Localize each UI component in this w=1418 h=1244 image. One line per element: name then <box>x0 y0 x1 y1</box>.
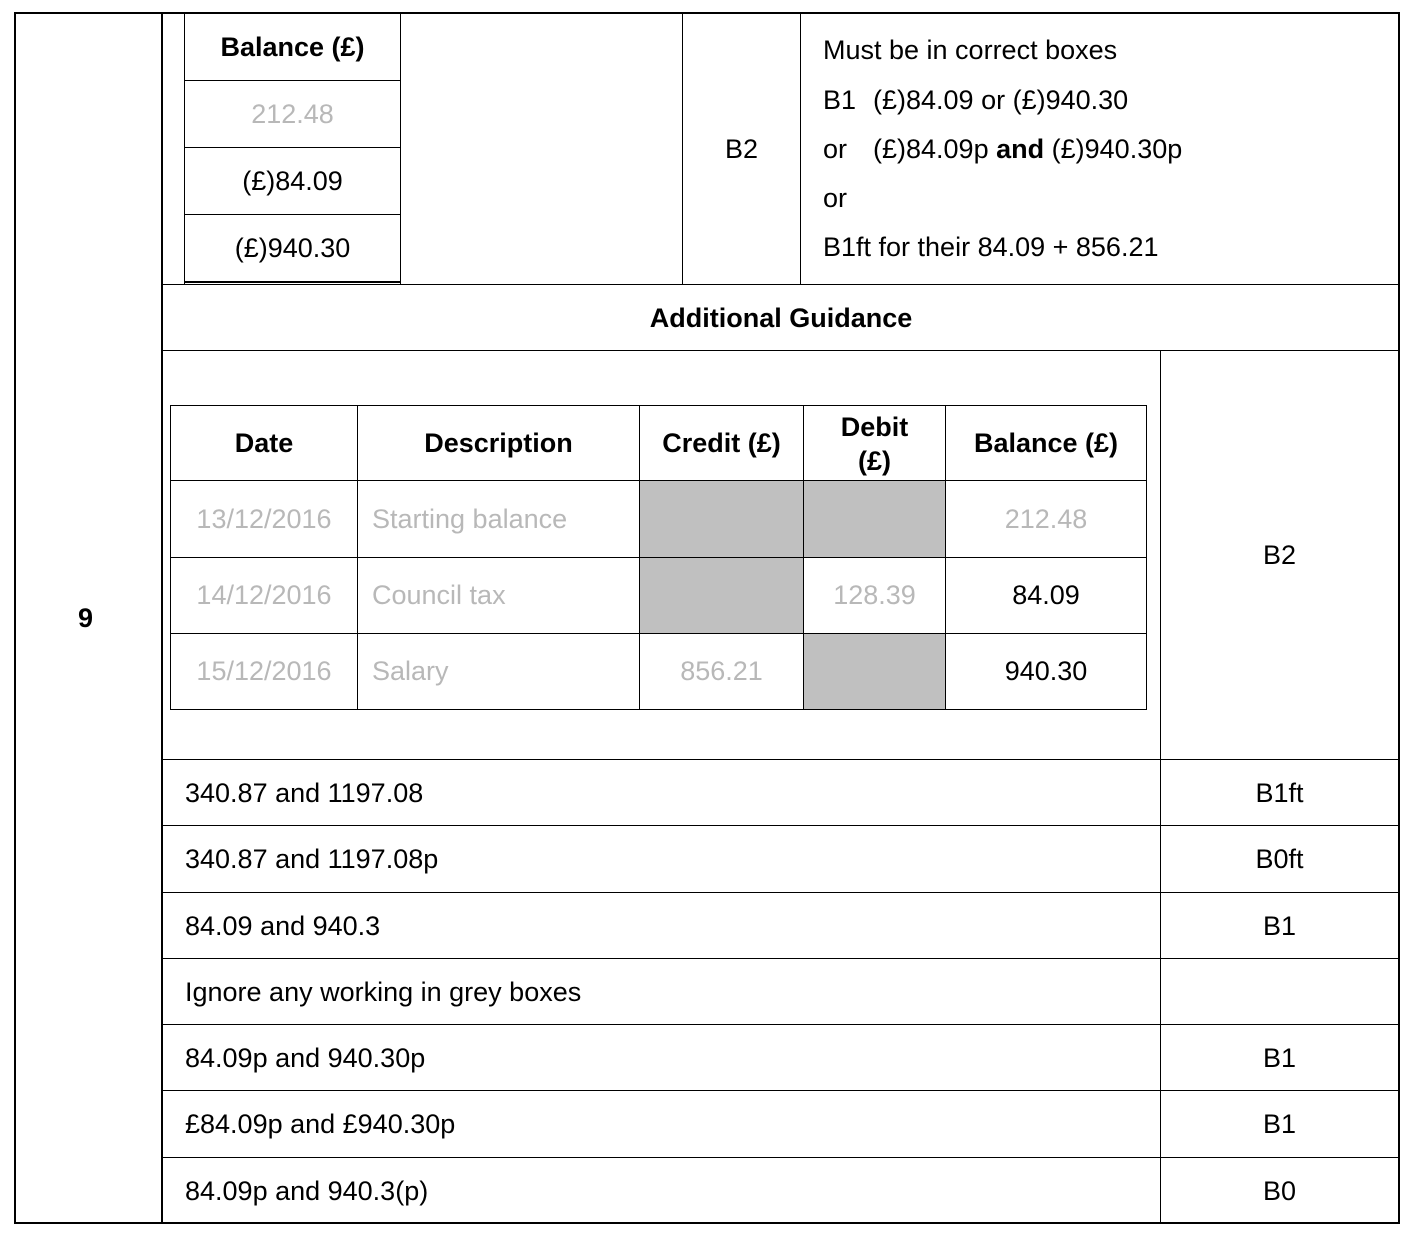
guidance-row-border <box>162 958 1400 959</box>
row1-balance: 212.48 <box>1004 504 1088 534</box>
row1-description: Starting balance <box>372 504 568 534</box>
guidance-row-border <box>162 825 1400 826</box>
scheme-or-1: or <box>823 134 848 164</box>
guidance-item-mark: B1ft <box>1255 778 1304 808</box>
guidance-row-border <box>162 892 1400 893</box>
answer-row-starting-balance: 212.48 <box>251 99 334 129</box>
guidance-item-mark: B0 <box>1262 1176 1297 1206</box>
scheme-follow-through: B1ft for their 84.09 + 856.21 <box>823 232 1159 262</box>
guidance-item-mark: B0ft <box>1255 844 1304 874</box>
row3-date: 15/12/2016 <box>196 656 332 686</box>
scheme-pence-value-1: (£)84.09p <box>873 134 989 164</box>
guidance-item-text: 340.87 and 1197.08 <box>185 778 424 808</box>
scheme-and: and <box>996 134 1045 164</box>
guidance-row-border <box>162 1090 1400 1091</box>
guidance-item-text: £84.09p and £940.30p <box>185 1109 456 1139</box>
answer-mark: B2 <box>724 134 759 164</box>
row2-balance: 84.09 <box>1012 580 1080 610</box>
guidance-header-bottom-border <box>162 350 1400 351</box>
header-debit-line2: (£) <box>858 446 891 476</box>
header-balance: Balance (£) <box>973 428 1119 458</box>
scheme-b1-code: B1 <box>823 85 857 115</box>
grey-cell-debit-row1 <box>804 481 946 557</box>
answer-row-balance-1: (£)84.09 <box>242 166 343 196</box>
row1-date: 13/12/2016 <box>196 504 332 534</box>
example-table-mark: B2 <box>1262 540 1297 570</box>
scheme-line-3 <box>873 136 1182 163</box>
answer-col-divider-2 <box>800 12 801 284</box>
row3-balance: 940.30 <box>1004 656 1088 686</box>
question-column-divider <box>161 12 163 1224</box>
guidance-row-border <box>162 759 1400 760</box>
guidance-item-text: 84.09p and 940.30p <box>185 1043 426 1073</box>
scheme-or-2: or <box>823 183 848 213</box>
scheme-pence-value-2: (£)940.30p <box>1051 134 1183 164</box>
header-debit-line1: Debit <box>840 412 909 442</box>
guidance-item-text: 340.87 and 1197.08p <box>185 844 439 874</box>
row2-description: Council tax <box>372 580 506 610</box>
header-credit: Credit (£) <box>662 428 781 458</box>
scheme-b1-values: (£)84.09 or (£)940.30 <box>873 85 1129 115</box>
grey-cell-debit-row3 <box>804 633 946 709</box>
row2-debit: 128.39 <box>833 580 916 610</box>
guidance-item-mark: B1 <box>1262 1109 1297 1139</box>
scheme-line-1: Must be in correct boxes <box>823 35 1118 65</box>
outer-bottom-border <box>14 1222 1400 1224</box>
guidance-item-mark: B1 <box>1262 1043 1297 1073</box>
guidance-row-border <box>162 1157 1400 1158</box>
additional-guidance-title: Additional Guidance <box>649 303 913 333</box>
example-table <box>170 405 1147 710</box>
guidance-item-mark: B1 <box>1262 911 1297 941</box>
guidance-top-border <box>162 284 1400 285</box>
answer-table-header: Balance (£) <box>220 32 365 62</box>
question-number: 9 <box>78 603 94 633</box>
outer-right-border <box>1398 12 1400 1224</box>
guidance-item-text: 84.09 and 940.3 <box>185 911 381 941</box>
header-description: Description <box>424 428 573 458</box>
grey-cell-credit-row1 <box>640 481 804 557</box>
header-date: Date <box>234 428 294 458</box>
answer-balance-table <box>184 14 401 284</box>
guidance-row-border <box>162 1024 1400 1025</box>
outer-left-border <box>14 12 16 1224</box>
row3-description: Salary <box>372 656 449 686</box>
row2-date: 14/12/2016 <box>196 580 332 610</box>
grey-cell-credit-row2 <box>640 557 804 633</box>
answer-row-balance-2: (£)940.30 <box>234 233 351 263</box>
guidance-item-text: Ignore any working in grey boxes <box>185 977 582 1007</box>
row3-credit: 856.21 <box>680 656 763 686</box>
guidance-item-text: 84.09p and 940.3(p) <box>185 1176 429 1206</box>
